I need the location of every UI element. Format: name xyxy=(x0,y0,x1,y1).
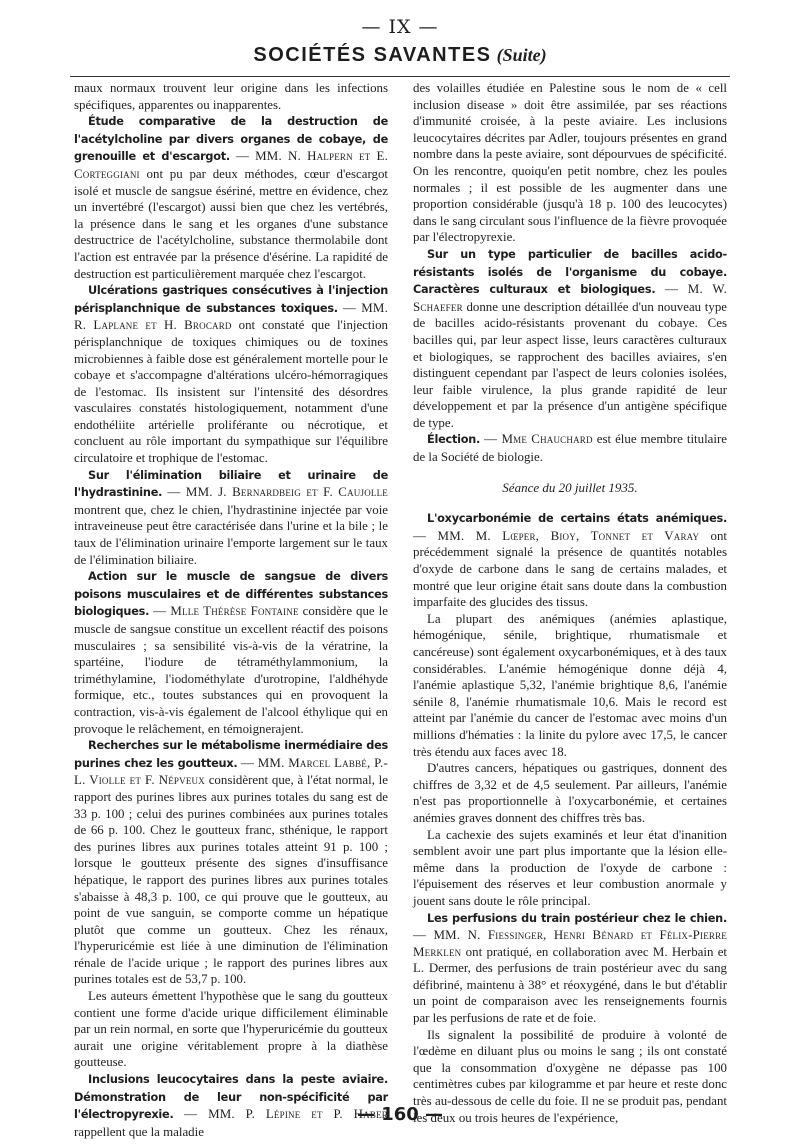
paragraph: La plupart des anémiques (anémies aplastique, hémogénique, sénile, brightique, rhumatismale et cancéreuse) sont également oxycarbonémiques, et à des taux considérables. L'anémie hémogénique donne déjà 4, l'anémie aplastique 5,32, l'anémie brightique 8,6, l'anémie sénile 8, l'anémie rhumatismale 10,6. Mais le record est atteint par l'anémie du cancer de l'estomac avec moins d'un millions d'hématies : la linite du pylore avec 17,5, le cancer très étendu aux faces avec 18. xyxy=(413,611,727,759)
article-body: montrent que, chez le chien, l'hydrastinine injectée par voie intraveineuse peut être caractérisée dans l'urine et la bile ; le taux de l'élimination urinaire l'emporte largement sur le taux de l'élimination biliaire. xyxy=(74,502,388,567)
article-authors: — Mlle Thérèse Fontaine xyxy=(153,604,299,619)
article-title: Ulcérations gastriques consécutives à l'injection périsplanchnique de substances toxiques. xyxy=(74,284,388,315)
article-authors: — MM. P. Lépine et P. Haber xyxy=(184,1107,388,1122)
paragraph: D'autres cancers, hépatiques ou gastriques, donnent des chiffres de 3,32 et de 4,5 seulement. Par ailleurs, l'anémie n'est pas proportionnelle à l'oxycarbonémie, et certaines anémies graves donnent des chiffres très bas. xyxy=(413,761,727,825)
article-body: est élue membre titulaire de la Société de biologie. xyxy=(413,432,727,465)
article-authors: — MM. J. Bernardbeig et F. Caujolle xyxy=(167,485,388,500)
article-body: rappellent que la maladie xyxy=(74,1124,204,1139)
article-title: L'oxycarbonémie de certains états anémiques. xyxy=(427,512,727,526)
left-column xyxy=(74,80,388,1140)
article-hydrastinine xyxy=(74,467,388,569)
article-body: ont pratiqué, en collaboration avec M. Herbain et L. Dermer, des perfusions de train postérieur avec du sang défibriné, maintenu à 38° et réoxygéné, dans le but d'établir un point de comparaison avec les renseignements fournis par les perfusions de rate et de foie. xyxy=(413,944,727,1026)
article-title: Étude comparative de la destruction de l'acétylcholine par divers organes de cobaye, de grenouille et d'escargot. xyxy=(74,115,388,164)
article-ulcerations xyxy=(74,282,388,467)
article-title: Sur un type particulier de bacilles acido-résistants isolés de l'organisme du cobaye. Caractères culturaux et biologiques. xyxy=(413,247,727,297)
article-title: Sur l'élimination biliaire et urinaire de l'hydrastinine. xyxy=(74,468,388,500)
article-authors: — M. W. Schaefer xyxy=(413,282,727,314)
article-title: Action sur le muscle de sangsue de divers poisons musculaires et de différentes substances biologiques. xyxy=(74,570,388,619)
article-body: considèrent que, à l'état normal, le rapport des purines libres aux purines totales du sang est de 33 p. 100 ; celui des purines combinées aux purines totales de 66 p. 100. Chez le goutteux franc, sthénique, le rapport des purines libres aux purines totales atteint 91 p. 100 ; lorsque le goutteux présente des signes d'insuffisance hépatique, le rapport des purines libres aux purines totales s'abaisse à 48,3 p. 100, ce qui prouve que le goutteux, au point de vue sanguin, se comporte comme un hépatique plutôt que comme un goutteux. Chez les rénaux, l'hyperuricémie est liée à une diminution de l'élimination rénale de l'acide urique ; le rapport des purines libres aux purines totales est de 53,7 p. 100. xyxy=(74,773,388,987)
article-title: Inclusions leucocytaires dans la peste aviaire. Démonstration de leur non-spécificité par l'électropyrexie. xyxy=(74,1073,388,1122)
paragraph: Les auteurs émettent l'hypothèse que le sang du goutteux contient une forme d'acide urique difficilement éliminable par un rein normal, en sorte que l'hyperuricémie du goutteux aurait une origine véritablement propre à la diathèse goutteuse. xyxy=(74,989,388,1070)
paragraph: La cachexie des sujets examinés et leur état d'inanition semblent avoir une part plus importante que la lésion elle-même dans la production de l'oxyde de carbone : l'épuisement des réserves et leur combustion anormale y jouent sans doute le rôle principal. xyxy=(413,827,727,908)
article-body: ont constaté que l'injection périsplanchnique de toxiques chimiques ou de toxines microbiennes à faible dose est généralement mortelle pour le cobaye et s'accompagne d'altérations ulcéro-hémorragiques de l'estomac. Ils insistent sur l'intensité des désordres vasculaires constatés histologiquement, notamment d'une endothéliite artérielle proliférante ou nécrotique, et concluent au rôle important du sympathique sur l'équilibre circulatoire et trophique de l'estomac. xyxy=(74,318,388,466)
section-title: SOCIÉTÉS SAVANTES xyxy=(253,44,492,66)
article-body: donne une description détaillée d'un nouveau type de bacilles acido-résistants provenant du cobaye. Ces bacilles qui, par leur aspect lisse, leurs caractères culturaux et biologiques, se rapprochent des bacilles aviaires, s'en distinguent cependant par l'aspect de leurs colonies isolées, leur faible virulence, la plus grande rapidité de leur développement et par la présence d'un antigène spécifique de type. xyxy=(413,299,727,430)
article-sangsue xyxy=(74,568,388,737)
article-body: ont précédemment signalé la présence de quantités notables d'oxyde de carbone dans le sang de certains malades, et montré que leur origine était sans doute dans la combustion imparfaite des glucides des tissus. xyxy=(413,528,727,610)
article-election xyxy=(413,431,727,465)
article-authors: — MM. N. Halpern et E. Corteggiani xyxy=(74,149,388,181)
article-authors: — MM. N. Fiessinger, Henri Bénard et Félix-Pierre Merklen xyxy=(413,928,727,959)
paragraph: des volailles étudiée en Palestine sous le nom de « cell inclusion disease » doit être assimilée, par ses réactions d'immunité croisée, à la peste aviaire. Les inclusions leucocytaires décrites par Adler, toujours présentes en grand nombre dans la peste aviaire, sont dépourvues de spécificité. On les rencontre, quoiqu'en petit nombre, chez les poules normales ; il est possible de les augmenter dans une proportion considérable (jusqu'à 18 p. 100 des leucocytes) dans le sang circulant sous l'influence de la fièvre provoquée par l'électropyrexie. xyxy=(413,81,727,245)
article-acetylcholine xyxy=(74,113,388,282)
session-date: Séance du 20 juillet 1935. xyxy=(502,479,638,495)
article-purines xyxy=(74,737,388,988)
top-page-number: — IX — xyxy=(361,16,439,38)
right-column xyxy=(413,80,727,1126)
article-authors: — MM. M. Lœper, Bioy, Tonnet et Varay xyxy=(413,528,700,543)
article-perfusions xyxy=(413,910,727,1027)
article-oxycarbonemie xyxy=(413,510,727,611)
paragraph: Ils signalent la possibilité de produire à volonté de l'œdème en diluant plus ou moins le sang ; ils ont constaté que la consommation d'oxygène ne dépasse pas 100 centimètres cubes par kilogramme et par heure et reste donc très au-dessous de celle du foie. Il ne se produit pas, pendant les deux ou trois heures de l'expérience, xyxy=(413,1027,727,1125)
section-title-suffix: (Suite) xyxy=(496,45,547,65)
paragraph: maux normaux trouvent leur origine dans les infections spécifiques, apparentes ou inapparentes. xyxy=(74,81,388,112)
article-title: Recherches sur le métabolisme inermédiaire des purines chez les goutteux. xyxy=(74,739,388,770)
article-bacilles xyxy=(413,246,727,432)
article-authors: — MM. R. Laplane et H. Brocard xyxy=(74,300,388,333)
article-title: Élection. xyxy=(427,433,481,447)
article-authors: — MM. Marcel Labbé, P.-L. Violle et F. Népveux xyxy=(74,755,388,788)
article-body: considère que le muscle de sangsue constitue un excellent réactif des poisons musculaires ; sa sensibilité vis-à-vis de la vératrine, la spartéine, l'iodure de tétraméthylammonium, la triméthylamine, l'iodométhylate d'urotropine, l'aldhéhyde formique, etc., toutes substances qui en provoquent la contraction, vis-à-vis également de l'alcool éthylique qui en provoque le relâchement, en témoignerajent. xyxy=(74,604,388,736)
section-banner xyxy=(0,44,800,67)
article-title: Les perfusions du train postérieur chez le chien. xyxy=(427,911,727,925)
article-body: ont pu par deux méthodes, cœur d'escargot isolé et muscle de sangsue ésériné, mettre en évidence, chez un invertébré (l'escargot) aussi bien que chez les vertébrés, la présence dans le sang et les organes d'une substance destructrice de l'acétylcholine, substance thermolabile dont l'action est entravée par la présence d'ésérine. La rapidité de destruction est particulièrement marquée chez l'escargot. xyxy=(74,166,388,281)
page-number: — 160 — xyxy=(356,1104,444,1125)
header-rule xyxy=(70,76,730,77)
article-authors: — Mme Chauchard xyxy=(484,432,593,447)
